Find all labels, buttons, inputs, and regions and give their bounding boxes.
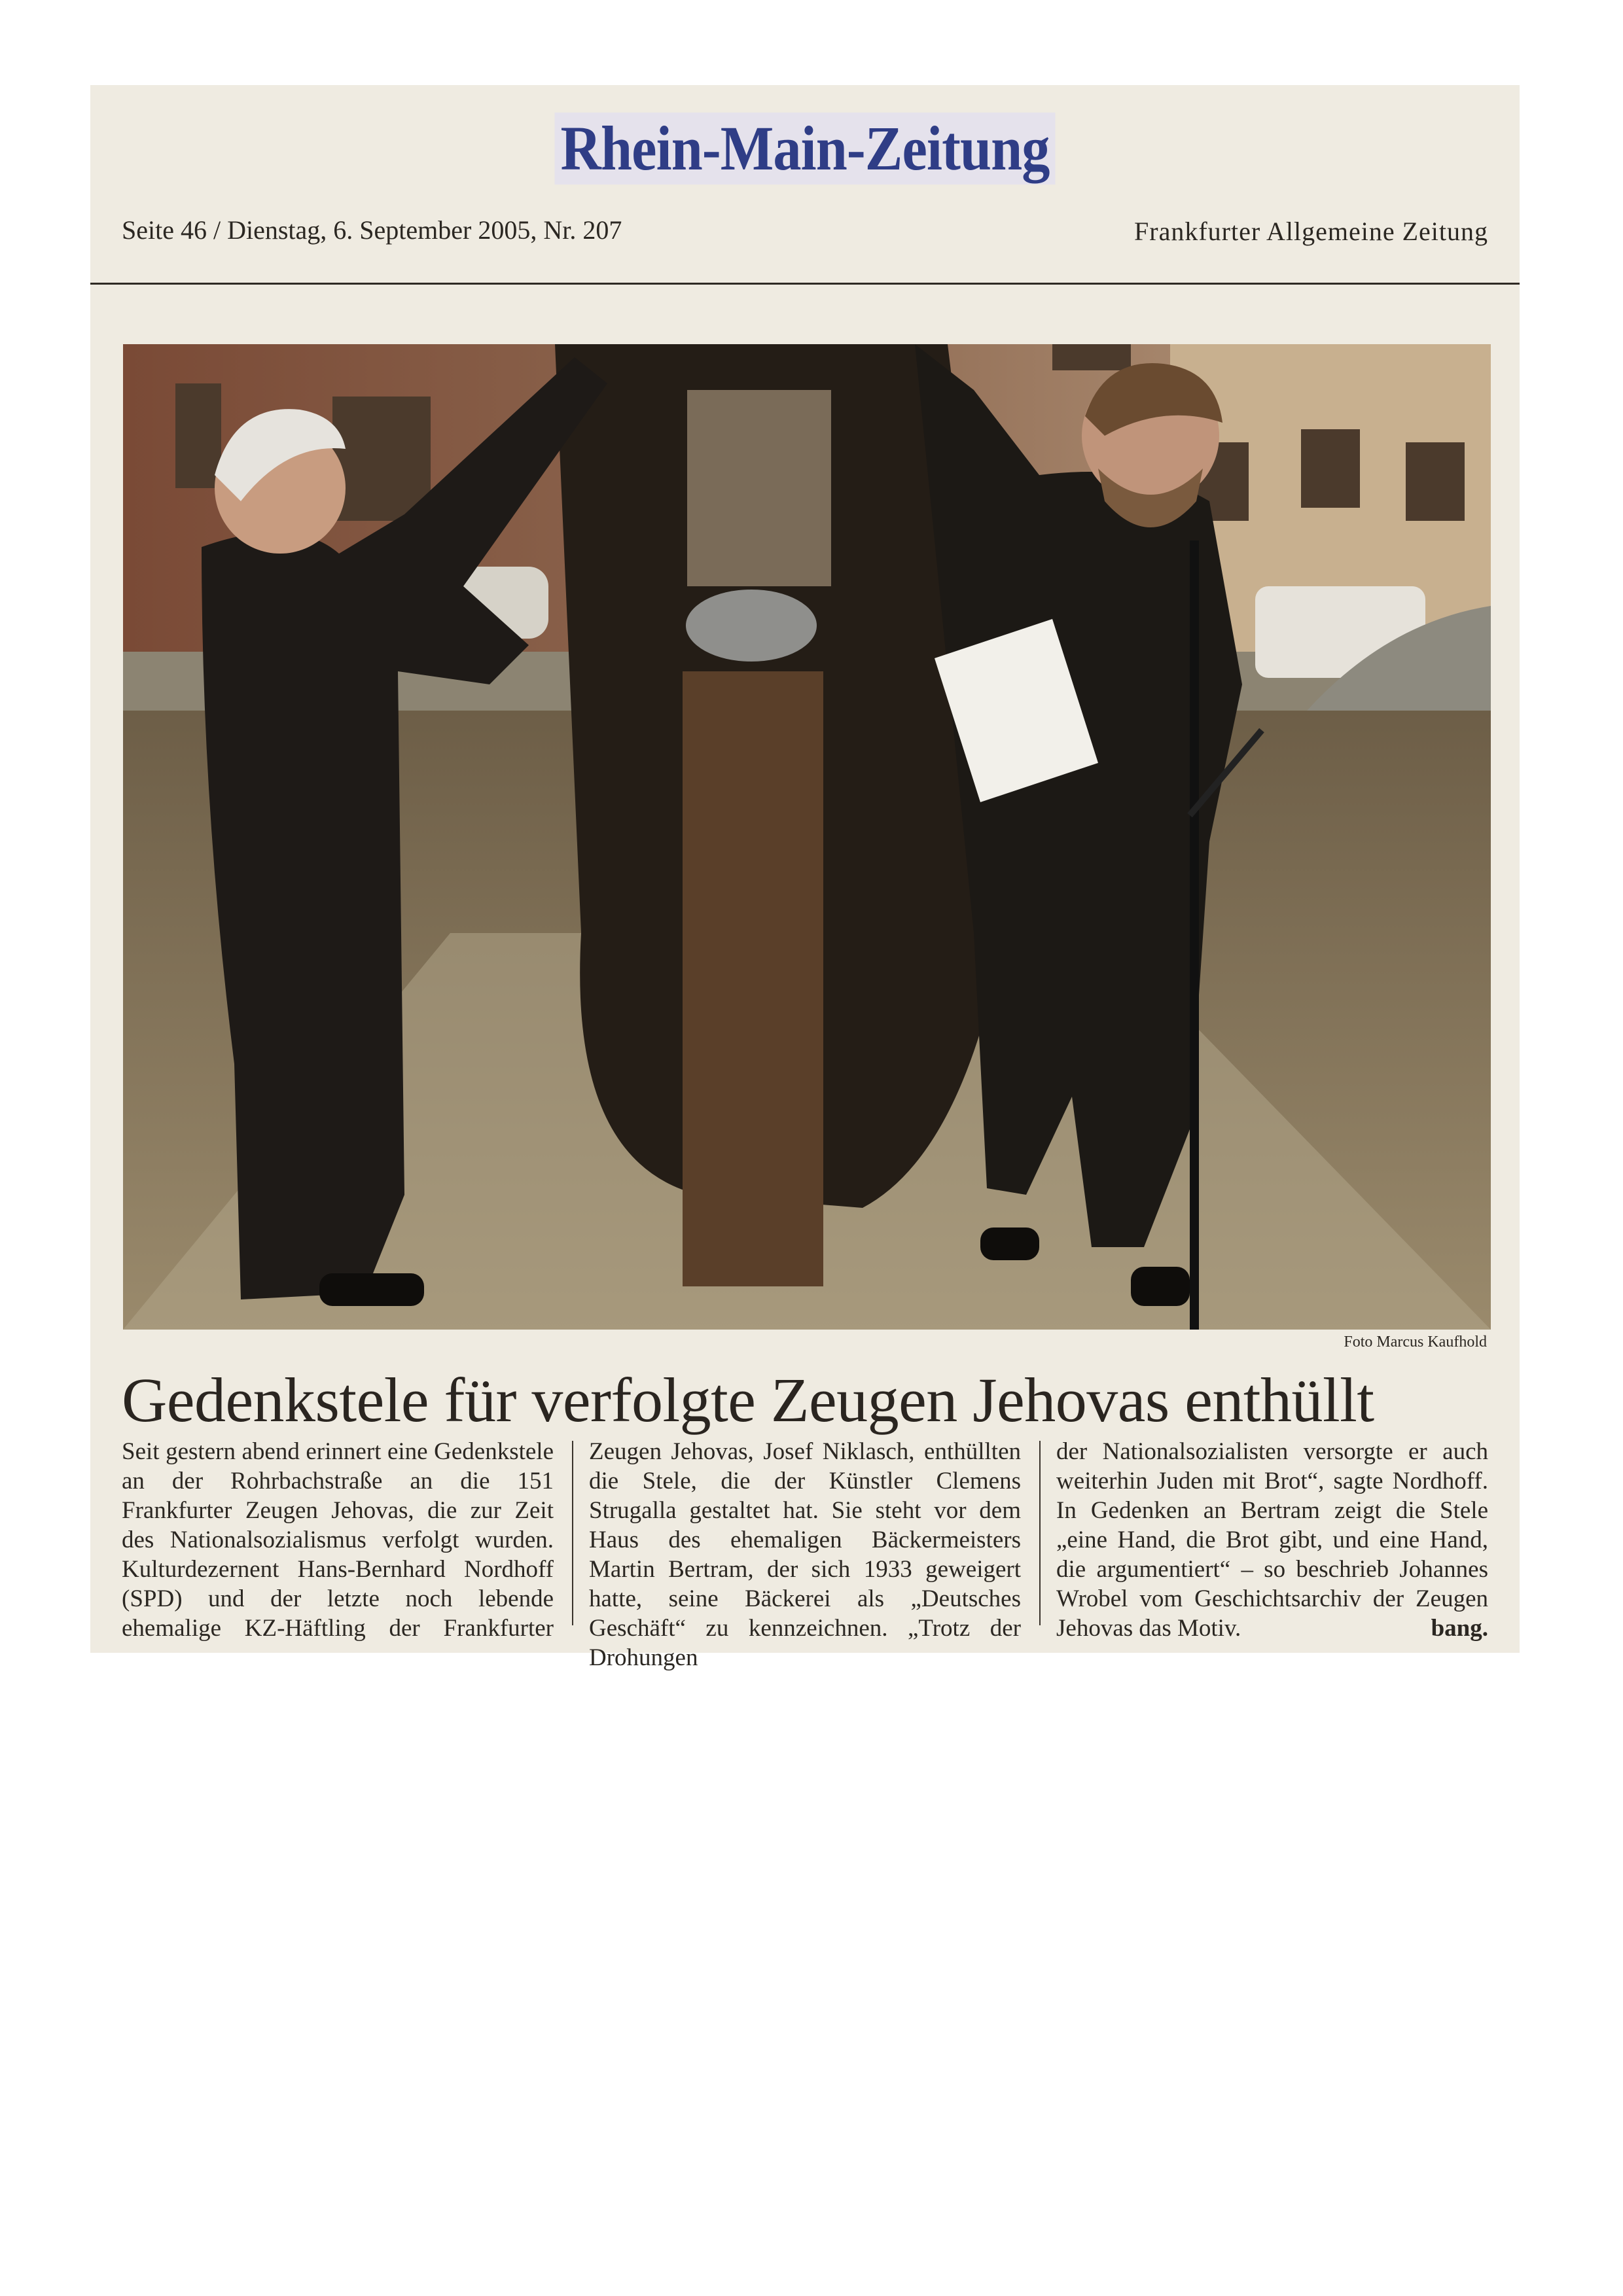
article-column-1-text: Seit gestern abend erinnert eine Gedenkstele an der Rohrbachstraße an die 151 Frankfurter Zeugen Jehovas, die zur Zeit des Nationalsozialismus verfolgt wurden. Kulturdezernent Hans-Bernhard Nordhoff (SPD) und der letzte noch lebende ehemalige KZ-Häftling der Frankfurter bbox=[122, 1438, 554, 1642]
author-initials: bang. bbox=[1431, 1615, 1488, 1642]
photo-illustration bbox=[123, 344, 1491, 1330]
header-rule bbox=[90, 283, 1520, 285]
masthead bbox=[90, 113, 1520, 185]
article-column-2-text: Zeugen Jehovas, Josef Niklasch, enthüllten die Stele, die der Künstler Clemens Strugalla gestaltet hat. Sie steht vor dem Haus des ehemaligen Bäckermeisters Martin Bertram, der sich 1933 geweigert hatte, seine Bäckerei als „Deutsches Geschäft“ zu kennzeichnen. „Trotz der Drohungen bbox=[589, 1438, 1021, 1671]
article-column-3-text bbox=[1056, 1437, 1488, 1643]
dateline: Seite 46 / Dienstag, 6. September 2005, Nr. 207 bbox=[122, 215, 622, 245]
photo-credit: Foto Marcus Kaufhold bbox=[1344, 1333, 1487, 1351]
article-column-1 bbox=[122, 1437, 554, 1643]
column-divider bbox=[572, 1441, 573, 1625]
article-body bbox=[122, 1437, 1489, 1671]
article-column-3 bbox=[1056, 1437, 1488, 1643]
newspaper-name: Frankfurter Allgemeine Zeitung bbox=[1134, 217, 1488, 246]
article-column-2 bbox=[589, 1437, 1021, 1672]
newspaper-clipping bbox=[90, 85, 1520, 1671]
column-divider bbox=[1039, 1441, 1041, 1625]
article-headline: Gedenkstele für verfolgte Zeugen Jehovas enthüllt bbox=[122, 1365, 1374, 1435]
masthead-title: Rhein-Main-Zeitung bbox=[554, 113, 1055, 185]
article-column-3-body: der Nationalsozialisten versorgte er auch weiterhin Juden mit Brot“, sagte Nordhoff. In Gedenken an Bertram zeigt die Stele „eine Hand, die Brot gibt, und eine Hand, die argumentiert“ – so beschrieb Johannes Wrobel vom Geschichtsarchiv der Zeugen Jehovas das Motiv. bbox=[1056, 1438, 1488, 1642]
news-photo bbox=[123, 344, 1491, 1330]
